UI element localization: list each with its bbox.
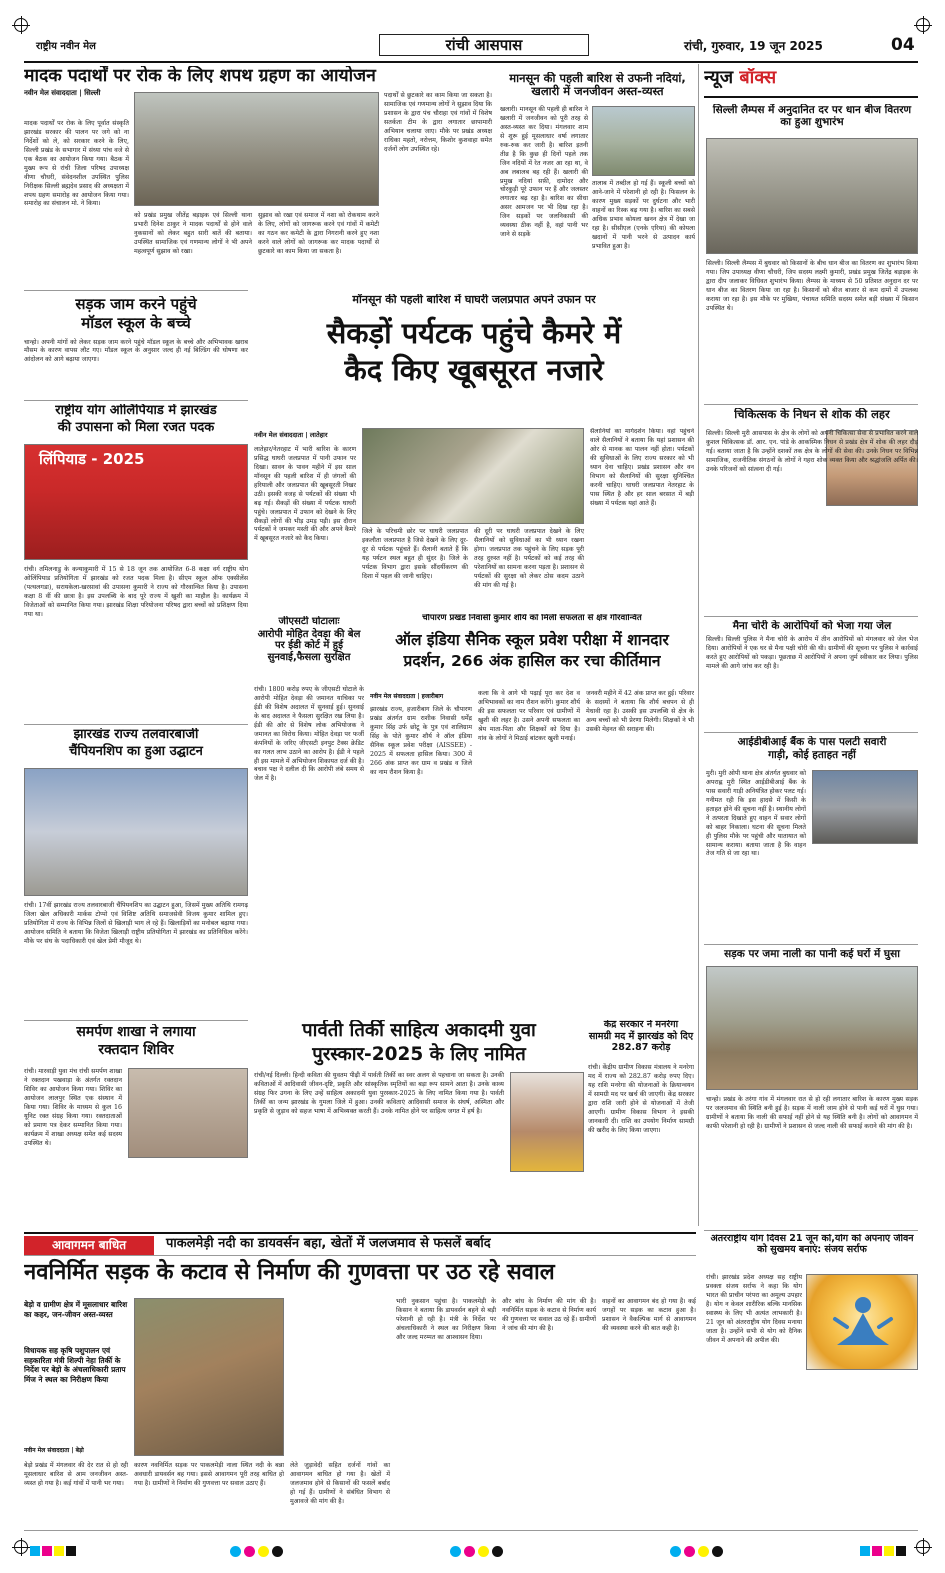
- tag-label: आवागमन बाधित: [24, 1236, 154, 1255]
- section-title: रांची आसपास: [379, 34, 589, 56]
- article-raktdan: [24, 1024, 248, 1234]
- headline: नवनिर्मित सड़क के कटाव से निर्माण की गुणवत्ता पर उठ रहे सवाल: [24, 1260, 555, 1285]
- article-body: सिल्ली। सिल्ली मुरी आसपास के क्षेत्र के लोगों को अपनी चिकित्सा सेवा से प्रभावित करने वाले कुशल चिकित्सक डॉ. आर. एन. पांडे के आकस्मिक निधन से प्रखंड क्षेत्र में शोक की लहर दौड़ गई। बताया जाता है कि उन्होंने दशकों तक क्षेत्र के लोगों की सेवा की। उनके निधन पर विभिन्न सामाजिक, राजनीतिक संगठनों के लोगों ने गहरा शोक व्यक्त किया और श्रद्धांजलि अर्पित की। उनके परिजनों को सांत्वना दी गई।: [706, 430, 918, 473]
- photo-yoga: [806, 1274, 918, 1370]
- headline: चिकित्सक के निधन से शोक की लहर: [734, 408, 890, 421]
- headline-line-2: सामग्री मद में झारखंड को दिए 282.87 करोड़: [588, 1030, 694, 1053]
- article-sainik: [370, 614, 694, 1014]
- headline-line-2: रक्तदान शिविर: [98, 1042, 174, 1059]
- photo-erosion: [134, 1298, 284, 1456]
- divider: [704, 616, 918, 617]
- byline: नवीन मेल संवाददाता | बेड़ो: [24, 1447, 84, 1454]
- photo-parvati: [510, 1072, 584, 1172]
- headline-line-2: गाड़ी, कोई हताहत नहीं: [768, 749, 856, 762]
- bullet-1: बेड़ो व ग्रामीण क्षेत्र में मूसलाधार बारिश का कहर, जन-जीवन अस्त-व्यस्त: [24, 1300, 128, 1319]
- bullet-2: विधायक सह कृषि पशुपालन एवं सहकारिता मंत्री शिल्पी नेहा तिर्की के निर्देश पर बेड़ो के अंचलाधिकारी प्रताप मिंज ने स्थल का निरीक्षण किया: [24, 1346, 126, 1384]
- article-silli-lamps: [706, 104, 918, 400]
- photo-talwarbaji: [24, 768, 248, 896]
- byline: नवीन मेल संवाददाता | लातेहार: [254, 431, 328, 439]
- article-body-2: तालाब में तब्दील हो गई हैं। स्कूली बच्चों को आने-जाने में परेशानी हो रही है। फिसलन के कारण मुख्य सड़कों पर दुर्घटना और भारी वाहनों का रिस्क बढ़ गया है। बारिश का सबसे अधिक प्रभाव कोयला खनन क्षेत्र में देखा जा रहा है। सीसीएल (एनके एरिया) की कोयला खदानों में पानी भरने से उत्पादन कार्य प्रभावित हुआ है।: [592, 180, 695, 250]
- headline-line-2: कैद किए खूबसूरत नजारे: [344, 352, 604, 387]
- paper-name: राष्ट्रीय नवीन मेल: [36, 41, 96, 52]
- article-body-2: कला कि वे आगे भी पढ़ाई पूरा कर देश व अभिभावकों का नाम रौशन करेंगे। कुमार शौर्य की इस सफलता पर परिवार एवं ग्रामीणों में खुशी की लहर है। उसने अपनी सफलता का श्रेय माता-पिता और शिक्षकों को दिया है। गांव के लोगों ने मिठाई बांटकर खुशी मनाई।: [478, 690, 580, 742]
- kicker: मॉनसून की पहली बारिश में घाघरी जलप्रपात अपने उफान पर: [352, 294, 596, 306]
- article-body: रांची। मारवाड़ी युवा मंच रांची समर्पण शाखा ने रक्तदान पखवाड़ा के अंतर्गत रक्तदान शिविर का आयोजन किया गया। शिविर का आयोजन लालपुर स्थित एक संस्थान में किया गया। शिविर के माध्यम से कुल 16 यूनिट रक्त संग्रह किया गया। रक्तदाताओं को प्रमाण पत्र देकर सम्मानित किया गया। कार्यक्रम में शाखा अध्यक्ष समेत कई सदस्य उपस्थित थे।: [24, 1068, 122, 1147]
- article-body-2: जिले के परिचमी छोर पर घाघरी जलप्रपात इकलौता जलप्रपात है जिसे देखने के लिए दूर-दूर से पर्यटक पहुंचते हैं। सैलानी बताते हैं कि यह पर्यटन स्थल बहुत ही सुंदर है। जिले के पर्यटक विभाग द्वारा इसके सौंदर्यीकरण की दिशा में पहल की जानी चाहिए।: [362, 528, 468, 580]
- article-talwarbaji: [24, 728, 248, 1018]
- headline: मादक पदार्थों पर रोक के लिए शपथ ग्रहण का आयोजन: [24, 66, 376, 86]
- photo-waterlogging: [706, 966, 918, 1090]
- article-body: चान्हो। अपनी मांगों को लेकर सड़क जाम करने पहुंचे मॉडल स्कूल के बच्चे और अभिभावक खराब मौसम के कारण वापस लौट गए। मॉडल स्कूल के अनुसार जल्द ही नई बिल्डिंग की घोषणा कर आंदोलन को आगे बढ़ाया जाएगा।: [24, 338, 248, 364]
- headline-line-2: चैंपियनशिप का हुआ उद्घाटन: [69, 743, 203, 759]
- headline-line-1: सैकड़ों पर्यटक पहुंचे कैमरे में: [326, 315, 622, 350]
- article-aavagaman: [24, 1258, 696, 1530]
- registration-mark: [14, 18, 28, 32]
- headline-line-1: आईडीबीआई बैंक के पास पलटी सवारी: [737, 736, 887, 748]
- article-yoga-day: [706, 1234, 918, 1530]
- photo-vehicle: [812, 770, 918, 844]
- article-body-3: लेते जुड़ावेदी सहित दर्जनों गांवों का आवागमन बाधित हो गया है। खेतों में जलजमाव होने से किसानों की फसलें बर्बाद हो गई हैं। ग्रामीणों ने संबंधित विभाग से मुआवजे की मांग की है।: [290, 1462, 390, 1505]
- byline: नवीन मेल संवाददाता | हजारीबाग: [370, 693, 444, 700]
- headline-line-1: जीएसटी घोटालाः: [278, 616, 340, 627]
- kicker: पाकलमेड़ी नदी का डायवर्सन बहा, खेतों में जलजमाव से फसलें बर्बाद: [166, 1236, 491, 1251]
- article-body: मादक पदार्थों पर रोक के लिए पूर्वात संस्कृति झारखंड सरकार की पालन पर जगे को ना निर्देशों को ले, को सरकार करने के लिए, सिल्ली प्रखंड के सभागार में संध्या पांच वजे से एक बैठक का आयोजन किया गया। बैठक में मुख्य रूप से रांची जिला परिषद उपाध्यक्ष वीणा चौधरी, संवेदनशील उपस्थित पुलिस निरीक्षक सिल्ली ब्रह्मदेव प्रसाद की अध्यक्षता में शपथ ग्रहण समारोह का आयोजन किया गया। समारोह का संचालन मो. ने किया।: [24, 120, 129, 208]
- article-body-3: जनवरी महीने में 42 अंक प्राप्त कर हुई। परिवार के सदस्यों ने बताया कि शौर्य बचपन से ही मेधावी रहा है। उसकी इस उपलब्धि से क्षेत्र के अन्य बच्चों को भी प्रेरणा मिलेगी। शिक्षकों ने भी उसकी मेहनत की सराहना की।: [586, 690, 694, 733]
- article-body-4: पदार्थों से छुटकारे का काम किया जा सकता है। सामाजिक एवं गणमान्य लोगों ने सुझाव दिया कि प्रशासन के द्वारा पंच चौराहा एवं गांवों में विशेष सतर्कता टीम के द्वारा लगातार छापामारी अभियान चलाया जाए। मौके पर प्रखंड अध्यक्ष राधिका महतो, नरोत्तम, किशोर कुशवाहा समेत दर्जनों लोग उपस्थित रहे।: [384, 92, 492, 153]
- headline: मानसून की पहली बारिश से उफनी नदियां, खलारी में जनजीवन अस्त-व्यस्त: [509, 72, 686, 99]
- headline-line-1: केंद्र सरकार ने मनरेगा: [603, 1020, 679, 1030]
- article-body-2: कारण नवनिर्मित सड़क पर पाकलमेड़ी नाला स्थित नदी के बन्ना अवधारी डायवर्सन बह गया। इससे आवागमन पूरी तरह बाधित हो गया है। ग्रामीणों ने निर्माण की गुणवत्ता पर सवाल उठाए हैं।: [134, 1462, 284, 1487]
- headline: अंतरराष्ट्रीय योग दिवस 21 जून को,योग को अपनाएं जीवन को सुखमय बनाएं: संजय सर्राफ: [710, 1234, 914, 1255]
- news-box-title-a: न्यूज: [704, 68, 740, 88]
- article-body: सिल्ली। सिल्ली लैम्पस में बुधवार को किसानों के बीच धान बीज का वितरण का शुभारंभ किया गया। जिप उपाध्यक्ष वीणा चौधरी, जिप सदस्य लक्ष्मी कुमारी, प्रखंड प्रमुख जितेंद्र बड़ाइक के द्वारा दीप जलाकर विधिवत शुभारंभ किया। लैम्पस के माध्यम से 50 प्रतिशत अनुदान दर पर धान बीज का वितरण किया जा रहा है। किसानों को बीज बाजार से कम दामों में उपलब्ध कराया जा रहा है। इस मौके पर मुखिया, पंचायत समिति सदस्य समेत बड़ी संख्या में किसान उपस्थित थे।: [706, 260, 918, 312]
- article-body-2: को प्रखंड प्रमुख जीतेंद्र बड़ाइक एवं सिल्ली थाना प्रभारी दिनेश ठाकुर ने मादक पदार्थों से होने वाले नुकसानों को लेकर बहुत सारी बातें की बताया। उपस्थित सामाजिक एवं गणमान्य लोगों ने भी अपने महत्वपूर्ण सुझाव को रखा।: [134, 212, 252, 255]
- headline-line-2: पुरस्कार-2025 के लिए नामित: [312, 1044, 526, 1066]
- divider: [704, 1230, 918, 1231]
- divider: [704, 944, 918, 945]
- article-body-5: और बांध के निर्माण की मांग की है। नवनिर्मित सड़क के कटाव से निर्माण कार्य की गुणवत्ता पर सवाल उठ रहे हैं। ग्रामीणों ने जांच की मांग की है।: [502, 1298, 596, 1332]
- photo-waterfall: [362, 428, 584, 524]
- headline-line-1: पार्वती तिर्की साहित्य अकादमी युवा: [302, 1020, 536, 1041]
- article-body-4: भारी नुकसान पहुंचा है। पाकलमेड़ी के किसान ने बताया कि डायवर्सन बहने से बड़ी परेशानी हो रही है। मंत्री के निर्देश पर अंचलाधिकारी ने स्थल का निरीक्षण किया और जल्द मरम्मत का आश्वासन दिया।: [396, 1298, 496, 1341]
- aavagaman-bar: [24, 1232, 696, 1256]
- headline: सड़क पर जमा नाली का पानी कई घरों में घुसा: [724, 948, 900, 960]
- headline-line-1: सड़क जाम करने पहुंचे: [75, 296, 197, 313]
- column-divider: [698, 64, 699, 1226]
- divider: [24, 1020, 248, 1021]
- masthead-rule: [24, 61, 918, 63]
- article-body: झारखंड राज्य, हजारीबाग जिले के चौपारण प्रखंड अंतर्गत ग्राम राशीक निवासी धर्मेंद्र कुमार सिंह उर्फ छोटू के पुत्र एवं शालिग्राम सिंह के पोते कुमार शौर्य ने ऑल इंडिया सैनिक स्कूल प्रवेश परीक्षा (AISSEE) - 2025 में सफलता हासिल किया। 300 में 266 अंक प्राप्त कर ग्राम व प्रखंड व जिले का नाम रौशन किया है।: [370, 706, 472, 776]
- masthead: [24, 34, 918, 60]
- news-box-rule: [704, 96, 918, 98]
- article-manrega: [588, 1020, 694, 1232]
- article-body: रांची। 1800 करोड़ रुपए के जीएसटी घोटाले के आरोपी मोहित देवड़ा की जमानत याचिका पर ईडी की विशेष अदालत में सुनवाई हुई। सुनवाई के बाद अदालत ने फैसला सुरक्षित रख लिया है। ईडी की ओर से विशेष लोक अभियोजक ने जमानत का विरोध किया। मोहित देवड़ा पर फर्जी कंपनियों के जरिए जीएसटी इनपुट टैक्स क्रेडिट का गलत लाभ उठाने का आरोप है। ईडी ने पहले ही इस मामले में अभियोजन शिकायत दर्ज की है। बचाव पक्ष ने दलील दी कि आरोपी लंबे समय से जेल में है।: [254, 686, 364, 783]
- divider: [704, 404, 918, 405]
- photo-seed-distribution: [706, 138, 918, 254]
- headline-line-2: आरोपी मोहित देवड़ा की बेल पर ईडी कोर्ट में हुई सुनवाई,फैसला सुरक्षित: [257, 628, 361, 663]
- article-jeest: [254, 616, 364, 1016]
- news-box-title-b: बॉक्स: [739, 68, 777, 88]
- article-ghaghri-head: [254, 294, 694, 422]
- headline-line-2: की उपासना को मिला रजत पदक: [57, 419, 215, 435]
- byline: नवीन मेल संवाददाता | सिल्ली: [24, 89, 101, 98]
- article-body: रांची। तमिलनाडु के कन्याकुमारी में 15 से 18 जून तक आयोजित 6-8 कक्षा वर्ग राष्ट्रीय योग ओलिंपियाड प्रतियोगिता में झारखंड को रजत पदक मिला है। सीएम स्कूल ऑफ एक्सीलेंस (पत्थलगडा), सरायकेला-खरसावां की उपासना कुमारी ने राज्य को गौरवान्वित किया है। उपासना कक्षा 8 वीं की छात्रा है। इस उपलब्धि के बाद पूरे राज्य में खुशी का माहौल है। कार्यक्रम में विजेताओं को सम्मानित किया गया। झारखंड शिक्षा परियोजना परिषद द्वारा बच्चों को प्रशिक्षण दिया गया था।: [24, 566, 248, 618]
- article-body-4: सैलानियों का मार्गदर्शन किया। वहां पहुंचने वाले सैलानियों ने बताया कि यहां प्रशासन की ओर से मानक का पालन नहीं होता। पर्यटकों की सुविधाओं के लिए राज्य सरकार को भी ध्यान देना चाहिए। प्रखंड प्रशासन और वन विभाग को सैलानियों की सुरक्षा सुनिश्चित करनी चाहिए। घाघरी जलप्रपात नेतरहाट के पास स्थित है और हर साल बरसात में बड़ी संख्या में पर्यटक यहां आते हैं।: [590, 428, 694, 507]
- headline-line-1: झारखंड राज्य तलवारबाजी: [73, 728, 199, 742]
- meditation-icon: [807, 1275, 918, 1371]
- banner-text: लिंपियाड - 2025: [39, 450, 145, 468]
- kicker: चौपारण प्रखंड निवासी कुमार शौर्य को मिली सफलता से क्षेत्र गौरवान्वित: [422, 614, 642, 623]
- article-parvati: [254, 1020, 584, 1232]
- article-body: खलारी। मानसून की पहली ही बारिश ने खलारी में जनजीवन को पूरी तरह से अस्त-व्यस्त कर दिया। मंगलवार शाम से शुरू हुई मूसलाधार वर्षा लगातार रुक-रुक कर जारी है। बारिश इतनी तीव्र है कि कुछ ही दिनों पहले तक जिन नदियों में रेत नजर आ रहा था, वे अब लबालब बह रही हैं। खलारी की प्रमुख नदियां सफ़ी, दामोदर और चोरकुड़ी पूरे उफान पर हैं और जलस्तर लगातार बढ़ रहा है। बारिश का सीधा असर आमजन पर भी दिख रहा है। जिन सड़कों पर जलनिकासी की व्यवस्था ठीक नहीं है, वहां पानी भर जाने से सड़कें: [500, 106, 588, 239]
- article-body-6: वाहनों का आवागमन बंद हो गया है। कई जगहों पर सड़क का कटाव हुआ है। प्रशासन ने वैकल्पिक मार्ग से आवागमन की व्यवस्था करने की बात कही है।: [602, 1298, 696, 1332]
- photo-shapath: [134, 92, 379, 206]
- article-body: बेड़ो प्रखंड में मंगलवार की देर रात से हो रही मूसलाधार बारिश से आम जनजीवन अस्त-व्यस्त हो गया है। कई गांवों में पानी भर गया।: [24, 1462, 128, 1487]
- article-body: मुरी। मुरी ओपी थाना क्षेत्र अंतर्गत बुधवार को अपराह्न मुरी स्थित आईडीबीआई बैंक के पास सवारी गाड़ी अनियंत्रित होकर पलट गई। गनीमत रही कि इस हादसे में किसी के हताहत होने की सूचना नहीं है। स्थानीय लोगों ने तत्परता दिखाते हुए वाहन में सवार लोगों को बाहर निकाला। घटना की सूचना मिलते ही पुलिस मौके पर पहुंची और यातायात को सामान्य कराया। बताया जाता है कि वाहन तेज गति से जा रहा था।: [706, 770, 806, 858]
- headline: सिल्ली लैम्पस में अनुदानित दर पर धान बीज वितरण का हुआ शुभारंभ: [712, 104, 912, 129]
- article-body: रांची। 17वीं झारखंड राज्य तलवारबाजी चैंपियनशिप का उद्घाटन हुआ, जिसमें मुख्य अतिथि रामगढ़ जिला खेल अधिकारी मार्कस टोप्पो एवं विशिष्ट अतिथि समाजसेवी विजय कुमार शामिल हुए। प्रतियोगिता में राज्य के विभिन्न जिलों से खिलाड़ी भाग ले रहे हैं। खिलाड़ियों का मनोबल बढ़ाया गया। आयोजन समिति ने बताया कि विजेता खिलाड़ी राष्ट्रीय प्रतियोगिता में झारखंड का प्रतिनिधित्व करेंगे। मौके पर संघ के पदाधिकारी एवं खेल प्रेमी मौजूद थे।: [24, 902, 248, 945]
- article-body: रांची। झारखंड प्रदेश अध्यक्ष सह राष्ट्रीय प्रवक्ता संजय सर्राफ ने कहा कि योग भारत की प्राचीन परंपरा का अमूल्य उपहार है। योग न केवल शारीरिक बल्कि मानसिक स्वास्थ्य के लिए भी अत्यंत लाभकारी है। 21 जून को अंतरराष्ट्रीय योग दिवस मनाया जाता है। उन्होंने सभी से योग को दैनिक जीवन में अपनाने की अपील की।: [706, 1274, 802, 1344]
- article-nali: [706, 948, 918, 1226]
- headline-line-1: ऑल इंडिया सैनिक स्कूल प्रवेश परीक्षा में शानदार: [395, 630, 669, 649]
- headline-line-1: समर्पण शाखा ने लगाया: [76, 1024, 196, 1040]
- headline-line-2: प्रदर्शन, 266 अंक हासिल कर रचा कीर्तिमान: [403, 651, 661, 670]
- article-body-3: की दूरी पर घाघरी जलप्रपात देखने के लिए सैलानियों को सुविधाओं का भी ध्यान रखना होगा। जलप्रपात तक पहुंचने के लिए सड़क पूरी तरह दुरुस्त नहीं है। पर्यटकों को कई तरह की परेशानियों का सामना करना पड़ता है। प्रशासन से पर्यटकों की सुरक्षा को लेकर ठोस कदम उठाने की मांग की गई है।: [474, 528, 584, 589]
- news-box-header: [704, 68, 918, 94]
- color-registration-bar: [30, 1546, 910, 1558]
- page-number: 04: [891, 35, 915, 55]
- divider: [24, 724, 248, 725]
- article-sadak-jam: [24, 296, 248, 396]
- registration-mark: [916, 1540, 930, 1554]
- bottom-rule: [24, 1530, 918, 1531]
- article-ghaghri-body: [254, 428, 694, 604]
- article-chikitsak: [706, 408, 918, 614]
- article-bank: [706, 736, 918, 940]
- headline-line-2: मॉडल स्कूल के बच्चे: [81, 314, 191, 333]
- article-mansoon-nadi: [500, 72, 695, 284]
- article-body: रांची। केंद्रीय ग्रामीण विकास मंत्रालय ने मनरेगा मद में राज्य को 282.87 करोड़ रुपए दिए। यह राशि मनरेगा की योजनाओं के क्रियान्वयन में सामग्री मद पर खर्च की जाएगी। केंद्र सरकार द्वारा राशि जारी होने से योजनाओं में तेजी आएगी। ग्रामीण विकास विभाग ने इसकी जानकारी दी। राशि का उपयोग निर्माण सामग्री की खरीद के लिए किया जाएगा।: [588, 1064, 694, 1134]
- article-body-3: सुझाव को रखा एवं समाज में नशा को रोकथाम करने के लिए, लोगों को जागरूक करने एवं गांवों में कमेटी का गठन कर कमेटी के द्वारा निगरानी करने हुए नशा करने वाले लोगों को जागरूक कर मादक पदार्थों से छुटकारे का काम किया जा सकता है।: [258, 212, 379, 255]
- registration-mark: [14, 1540, 28, 1554]
- registration-mark: [916, 18, 930, 32]
- divider: [24, 290, 248, 291]
- article-yog-olympiad: [24, 404, 248, 720]
- photo-olympiad: [24, 444, 248, 560]
- article-body: चान्हो। प्रखंड के तरंगा गांव में मंगलवार रात से हो रही लगातार बारिश के कारण मुख्य सड़क पर जलजमाव की स्थिति बनी हुई है। सड़क में नाली जाम होने से पानी कई घरों में घुस गया। ग्रामीणों ने बताया कि नाली की सफाई नहीं होने से यह स्थिति बनी है। लोगों को आवागमन में काफी परेशानी हो रही है। ग्रामीणों ने प्रशासन से जल्द नाली की सफाई कराने की मांग की है।: [706, 1096, 918, 1130]
- article-maina: [706, 620, 918, 728]
- article-body: सिल्ली। सिल्ली पुलिस ने मैना चोरी के आरोप में तीन आरोपियों को मंगलवार को जेल भेज दिया। आरोपियों ने एक घर से मैना पक्षी चोरी की थी। ग्रामीणों की सूचना पर पुलिस ने कार्रवाई करते हुए आरोपियों को पकड़ा। पूछताछ में आरोपियों ने अपना जुर्म स्वीकार कर लिया। पुलिस मामले की आगे जांच कर रही है।: [706, 636, 918, 670]
- headline: मैना चोरी के आरोपियों को भेजा गया जेल: [732, 620, 892, 632]
- headline-line-1: राष्ट्रीय योग ओलिंपियाड में झारखंड: [55, 404, 217, 418]
- article-body: लातेहार/नेतरहाट में भारी बारिश के कारण प्रसिद्ध घाघरी जलप्रपात में पानी उफान पर दिखा। सावन के पावन महीने में इस साल मॉनसून की पहली बारिश में ही जंगलों की हरियाली और जलप्रपात की खूबसूरती निखर उठी। इसकी वजह से पर्यटकों की संख्या भी बढ़ गई। सैकड़ों की संख्या में पर्यटक घाघरी पहुंचे। जलप्रपात में उफान को देखने के लिए सैकड़ों लोगों की भीड़ उमड़ पड़ी। इस दौरान पर्यटकों ने जमकर मस्ती की और अपने कैमरे में खूबसूरत नजारे को कैद किया।: [254, 446, 356, 543]
- divider: [24, 400, 248, 401]
- divider: [704, 732, 918, 733]
- article-shapath: [24, 66, 494, 278]
- dateline: रांची, गुरुवार, 19 जून 2025: [684, 39, 823, 53]
- photo-raktdan: [128, 1068, 248, 1158]
- photo-river: [592, 106, 695, 176]
- article-body: रांची/नई दिल्ली। हिन्दी कविता की युवतम पीढ़ी में पार्वती तिर्की का स्वर अलग से पहचाना जा सकता है। उनकी कविताओं में आदिवासी जीवन-दृष्टि, प्रकृति और सांस्कृतिक स्मृतियों का बड़ा रूप सामने आता है। उनके काव्य संग्रह फिर उगना के लिए उन्हें साहित्य अकादमी युवा पुरस्कार-2025 के लिए नामित किया गया है। पार्वती तिर्की का जन्म झारखंड के गुमला जिले में हुआ। उनकी कविताएं आदिवासी समाज के संघर्ष, अस्मिता और प्रकृति से जुड़ाव को सहज भाषा में अभिव्यक्त करती हैं। उनके नामित होने पर साहित्य जगत में हर्ष है।: [254, 1072, 504, 1115]
